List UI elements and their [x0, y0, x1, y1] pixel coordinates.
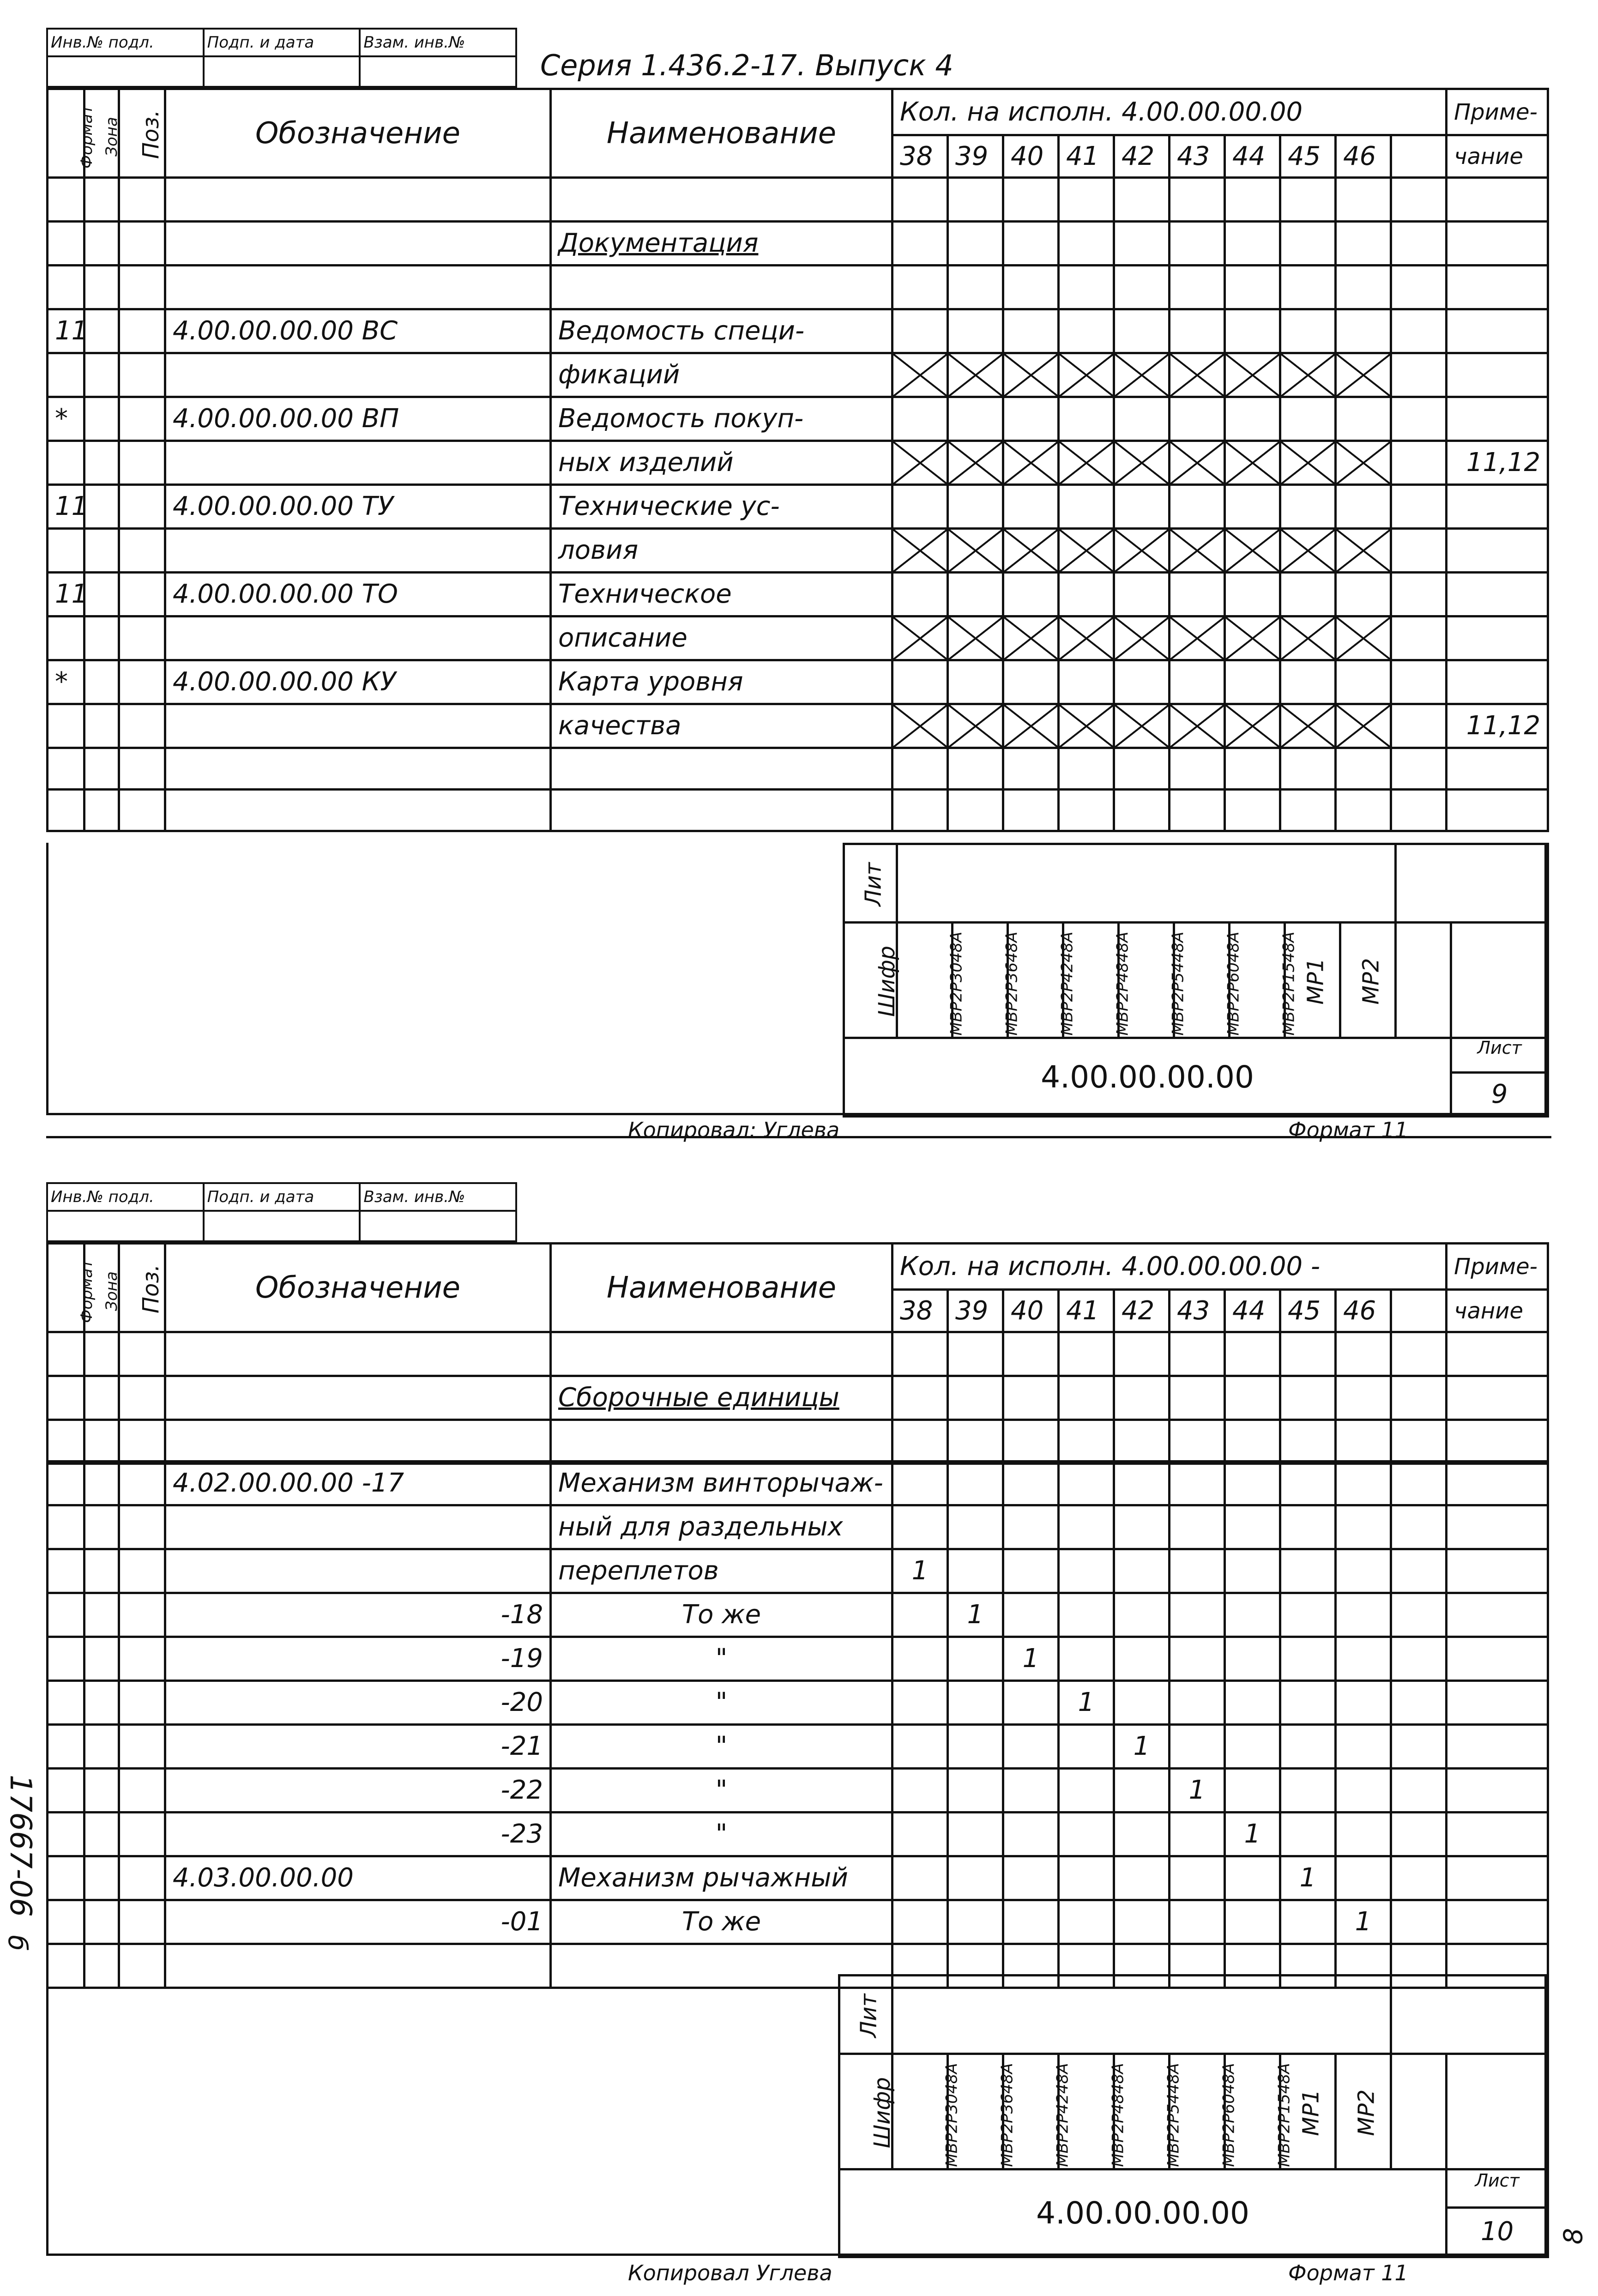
qty-cell: 1 [1114, 1725, 1170, 1769]
name-cell: " [551, 1681, 892, 1725]
table-row [48, 1637, 1548, 1681]
qty-cell [1114, 1549, 1170, 1593]
doc-number: 4.00.00.00.00 [839, 2169, 1447, 2257]
spec-table-2-rows [46, 1460, 1549, 1989]
note-header-1: Приме- [1447, 89, 1548, 135]
qty-cell: 1 [1059, 1681, 1114, 1725]
qty-cell [948, 1769, 1003, 1813]
qty-cell [1336, 1681, 1391, 1725]
qty-cell [1114, 1900, 1170, 1944]
copied-by: Копировал Углева [628, 2260, 832, 2285]
qty-cell [1225, 1769, 1280, 1813]
table-row: 11 4.00.00.00.00 ВС Ведомость специ- [48, 309, 1548, 353]
qty-cell [1225, 1681, 1280, 1725]
table-row: * 4.00.00.00.00 КУ Карта уровня [48, 660, 1548, 704]
section-title: Сборочные единицы [551, 1376, 892, 1420]
sign-date-cell: Подп. и дата [204, 1183, 360, 1211]
qty-cell [1336, 1462, 1391, 1505]
qty-cell [892, 1813, 948, 1856]
qty-cell [1059, 1900, 1114, 1944]
replace-inv-cell: Взам. инв.№ [360, 1183, 516, 1211]
corner-mark: 8 [1558, 2228, 1589, 2245]
qty-cell [1280, 1637, 1336, 1681]
qty-cell [1003, 1462, 1059, 1505]
qty-cell [1003, 1900, 1059, 1944]
format-header: Формат [48, 89, 84, 178]
qty-cell [1114, 1769, 1170, 1813]
format-label: Формат 11 [1288, 2260, 1408, 2285]
qty-cell [1059, 1505, 1114, 1549]
qty-cell [1003, 1769, 1059, 1813]
name-cell: переплетов [551, 1549, 892, 1593]
section-title: Документация [551, 222, 892, 266]
table-row [48, 1856, 1548, 1900]
qty-cell [948, 1856, 1003, 1900]
qty-cell [1225, 1637, 1280, 1681]
qty-cell [1280, 1725, 1336, 1769]
name-cell: Механизм винторычаж- [551, 1462, 892, 1505]
qty-cell [1059, 1725, 1114, 1769]
qty-cell [1003, 1593, 1059, 1637]
name-cell: " [551, 1725, 892, 1769]
designation-header: Обозначение [165, 89, 551, 178]
approval-header [46, 1182, 517, 1242]
table-row: описание [48, 616, 1548, 660]
table-row [48, 1681, 1548, 1725]
qty-cell: 1 [1280, 1856, 1336, 1900]
qty-cell [1170, 1681, 1225, 1725]
qty-cell: 1 [1003, 1637, 1059, 1681]
qty-cell [1059, 1856, 1114, 1900]
qty-header: Кол. на исполн. 4.00.00.00.00 - [892, 1244, 1447, 1290]
qty-cell [892, 1681, 948, 1725]
qty-cell [1059, 1637, 1114, 1681]
qty-cell [892, 1900, 948, 1944]
table-row [48, 1900, 1548, 1944]
qty-cell [1280, 1505, 1336, 1549]
qty-cell [1170, 1813, 1225, 1856]
qty-cell [1280, 1593, 1336, 1637]
table-row [48, 1462, 1548, 1505]
qty-cell [892, 1637, 948, 1681]
designation-cell: 4.02.00.00.00 -17 [165, 1462, 551, 1505]
qty-cell [1170, 1593, 1225, 1637]
qty-cell [948, 1725, 1003, 1769]
sign-date-cell: Подп. и дата [204, 29, 360, 56]
qty-cell [948, 1549, 1003, 1593]
table-row [48, 1813, 1548, 1856]
qty-cell [1336, 1856, 1391, 1900]
qty-header: Кол. на исполн. 4.00.00.00.00 [892, 89, 1447, 135]
qty-cell [892, 1856, 948, 1900]
name-cell: То же [551, 1593, 892, 1637]
qty-cell [1003, 1549, 1059, 1593]
cipher-label: Шифр [844, 923, 897, 1038]
qty-cell [1336, 1505, 1391, 1549]
qty-cell [1280, 1681, 1336, 1725]
approval-header [46, 28, 517, 88]
qty-cell [1170, 1900, 1225, 1944]
qty-cell [1170, 1856, 1225, 1900]
qty-cell [1225, 1505, 1280, 1549]
qty-cell [892, 1505, 948, 1549]
qty-cell [1170, 1549, 1225, 1593]
designation-cell: -19 [165, 1637, 551, 1681]
qty-cell [1280, 1769, 1336, 1813]
qty-cell [1114, 1813, 1170, 1856]
qty-cell [1336, 1637, 1391, 1681]
inv-cell: Инв.№ подл. [47, 29, 204, 56]
sheet-number: 10 [1480, 2216, 1514, 2247]
name-cell: " [551, 1637, 892, 1681]
qty-cell: 1 [948, 1593, 1003, 1637]
title-block: Лит Шифр МВР2Р3048А МВР2Р3648А МВР2Р4248А МВР2Р4848А МВР2Р5448А МВР2Р6048А МВР2Р1548А МР1 МР2 4.00.00.00.00 Лист 9 [843, 843, 1549, 1118]
qty-cell [1336, 1725, 1391, 1769]
qty-cell [1280, 1549, 1336, 1593]
title-block: Лит Шифр МВР2Р3048А МВР2Р3648А МВР2Р4248А МВР2Р4848А МВР2Р5448А МВР2Р6048А МВР2Р1548А МР1 МР2 4.00.00.00.00 Лист 10 [838, 1974, 1549, 2258]
qty-cell [1170, 1462, 1225, 1505]
lit-label: Лит [844, 844, 897, 923]
spec-table-1 [46, 88, 1549, 832]
qty-cell [892, 1769, 948, 1813]
qty-cell [1114, 1681, 1170, 1725]
table-row [48, 1725, 1548, 1769]
qty-cell [1059, 1462, 1114, 1505]
table-row: фикаций [48, 353, 1548, 397]
qty-cell [1003, 1856, 1059, 1900]
qty-cell [1225, 1900, 1280, 1944]
qty-cell [1003, 1725, 1059, 1769]
qty-cell [1225, 1856, 1280, 1900]
qty-cell [948, 1462, 1003, 1505]
qty-cell [1059, 1813, 1114, 1856]
qty-cell [1280, 1900, 1336, 1944]
designation-cell: -22 [165, 1769, 551, 1813]
qty-cell [948, 1813, 1003, 1856]
qty-cell [1003, 1813, 1059, 1856]
margin-letter: б [2, 1935, 32, 1951]
qty-cell [1336, 1549, 1391, 1593]
qty-cell [1003, 1505, 1059, 1549]
qty-cell [1225, 1725, 1280, 1769]
designation-cell: -01 [165, 1900, 551, 1944]
qty-cell [1170, 1505, 1225, 1549]
qty-cell [1170, 1637, 1225, 1681]
qty-cell [948, 1681, 1003, 1725]
series-title: Серия 1.436.2-17. Выпуск 4 [540, 48, 953, 82]
sheet-label: Лист [1452, 1039, 1547, 1074]
qty-cell: 1 [892, 1549, 948, 1593]
designation-cell: -18 [165, 1593, 551, 1637]
qty-cell [1059, 1593, 1114, 1637]
qty-cell: 1 [1170, 1769, 1225, 1813]
format-label: Формат 11 [1288, 1118, 1408, 1142]
table-row [48, 1505, 1548, 1549]
designation-cell: -23 [165, 1813, 551, 1856]
zone-header: Зона [84, 89, 119, 178]
qty-cell [1059, 1549, 1114, 1593]
qty-cell [1114, 1462, 1170, 1505]
name-header: Наименование [551, 89, 892, 178]
qty-cell [1059, 1769, 1114, 1813]
table-row: 11 4.00.00.00.00 ТО Техническое [48, 573, 1548, 616]
qty-cell [1280, 1813, 1336, 1856]
qty-cell [892, 1462, 948, 1505]
qty-cell [948, 1900, 1003, 1944]
qty-cell [948, 1637, 1003, 1681]
table-row: 11 4.00.00.00.00 ТУ Технические ус- [48, 485, 1548, 529]
qty-cell: 1 [1336, 1900, 1391, 1944]
qty-cell [1170, 1725, 1225, 1769]
name-cell: " [551, 1769, 892, 1813]
qty-cell [1336, 1813, 1391, 1856]
table-row: * 4.00.00.00.00 ВП Ведомость покуп- [48, 397, 1548, 441]
copied-by: Копировал: Углева [628, 1118, 840, 1142]
designation-cell: -21 [165, 1725, 551, 1769]
qty-cell [1003, 1681, 1059, 1725]
table-row: ных изделий 11,12 [48, 441, 1548, 485]
table-row: ловия [48, 529, 1548, 573]
qty-cols-row: 38 39 40 41 42 43 44 45 46 чание [48, 135, 1548, 178]
designation-cell [165, 1549, 551, 1593]
qty-cell [892, 1593, 948, 1637]
qty-cell [1114, 1593, 1170, 1637]
designation-cell: 4.03.00.00.00 [165, 1856, 551, 1900]
qty-cell [948, 1505, 1003, 1549]
sheet-1 [0, 0, 1598, 1145]
qty-cell [1336, 1593, 1391, 1637]
name-cell: Механизм рычажный [551, 1856, 892, 1900]
replace-inv-cell: Взам. инв.№ [360, 29, 516, 56]
name-cell: ный для раздельных [551, 1505, 892, 1549]
qty-cell [1225, 1549, 1280, 1593]
sheet-number: 9 [1491, 1079, 1508, 1109]
qty-cell: 1 [1225, 1813, 1280, 1856]
table-row [48, 1769, 1548, 1813]
designation-cell [165, 1505, 551, 1549]
table-row: качества 11,12 [48, 704, 1548, 748]
note-header-2: чание [1447, 135, 1548, 178]
margin-stamp: 17667-06 [3, 1774, 38, 1917]
qty-cell [1225, 1462, 1280, 1505]
spec-table-2: Формат Зона Поз. Обозначение Наименование Кол. на исполн. 4.00.00.00.00 - Приме- 38 39 40 41 42 43 44 45 46 чание Сборочные единицы [46, 1242, 1549, 1465]
name-cell: " [551, 1813, 892, 1856]
qty-cell [1336, 1769, 1391, 1813]
doc-number: 4.00.00.00.00 [844, 1038, 1451, 1117]
qty-cell [1280, 1462, 1336, 1505]
qty-cell [1225, 1593, 1280, 1637]
designation-cell: -20 [165, 1681, 551, 1725]
table-row [48, 1549, 1548, 1593]
qty-cell [1114, 1505, 1170, 1549]
inv-cell: Инв.№ подл. [47, 1183, 204, 1211]
pos-header: Поз. [119, 89, 165, 178]
qty-cell [1114, 1637, 1170, 1681]
qty-cell [892, 1725, 948, 1769]
qty-cell [1114, 1856, 1170, 1900]
table-row [48, 1593, 1548, 1637]
name-cell: То же [551, 1900, 892, 1944]
sheet-2 [0, 1164, 1598, 2296]
